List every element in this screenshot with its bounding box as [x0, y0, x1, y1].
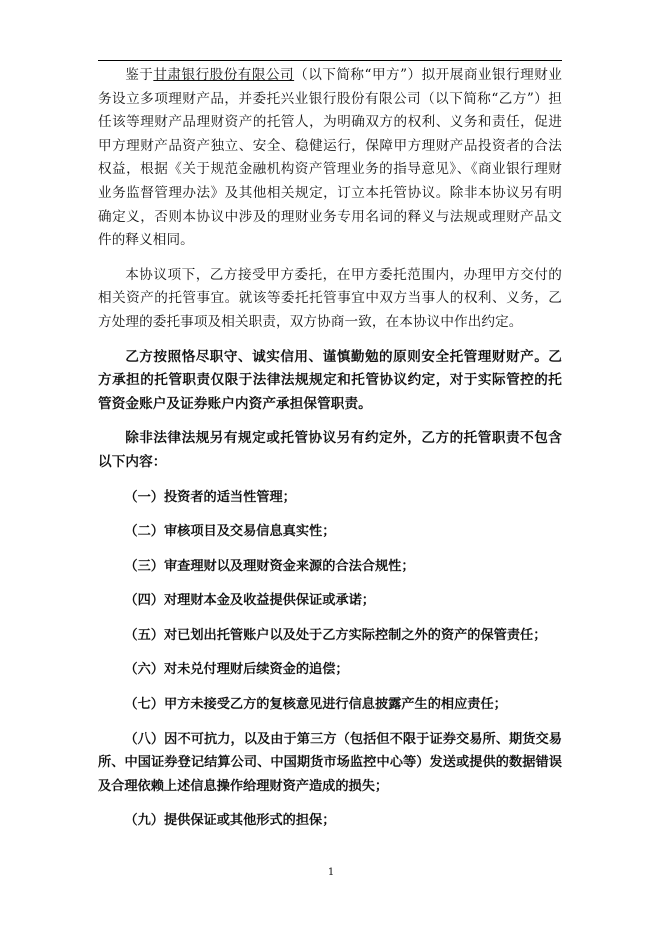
exclusion-item: （一）投资者的适当性管理； — [124, 489, 296, 505]
exclusion-item: （二）审核项目及交易信息真实性； — [124, 524, 336, 540]
header-rule — [98, 60, 562, 61]
party-a-name: 甘肃银行股份有限公司 — [153, 67, 295, 83]
exclusion-item: （五）对已划出托管账户以及处于乙方实际控制之外的资产的保管责任； — [124, 627, 547, 643]
preamble-rest: （以下简称“甲方”）拟开展商业银行理财业务设立多项理财产品，并委托兴业银行股份有限公司（以下简称“乙方”）担任该等理财产品理财资产的托管人，为明确双方的权利、义务和责任，促进甲方理财产品资产独立、安全、稳健运行，保障甲方理财产品投资者的合法权益，根据《关于规范金融机构资产管理业务的指导意见》、《商业银行理财业务监督管理办法》及其他相关规定，订立本托管协议。除非本协议另有明确定义，否则本协议中涉及的理财业务专用名词的释义与法规或理财产品文件的释义相同。 — [98, 67, 562, 249]
exclusion-item: （九）提供保证或其他形式的担保； — [124, 813, 336, 829]
document-body — [98, 64, 562, 833]
page-number: 1 — [327, 867, 335, 878]
exclusion-item: （四）对理财本金及收益提供保证或承诺； — [124, 593, 375, 609]
paragraph-preamble — [98, 64, 562, 253]
exclusion-item: （八）因不可抗力，以及由于第三方（包括但不限于证券交易所、期货交易所、中国证券登记结算公司、中国期货市场监控中心等）发送或提供的数据错误及合理依赖上述信息操作给理财资产造成的损失； — [98, 731, 562, 794]
paragraph-custody-duty: 乙方按照恪尽职守、诚实信用、谨慎勤勉的原则安全托管理财财产。乙方承担的托管职责仅限于法律法规规定和托管协议约定，对于实际管控的托管资金账户及证券账户内资产承担保管职责。 — [98, 348, 562, 412]
paragraph-scope: 本协议项下，乙方接受甲方委托，在甲方委托范围内，办理甲方交付的相关资产的托管事宜。就该等委托托管事宜中双方当事人的权利、义务，乙方处理的委托事项及相关职责，双方协商一致，在本协议中作出约定。 — [98, 266, 562, 330]
preamble-lead: 鉴于 — [125, 67, 154, 83]
exclusion-item: （六）对未兑付理财后续资金的追偿； — [124, 662, 349, 678]
exclusion-item: （七）甲方未接受乙方的复核意见进行信息披露产生的相应责任； — [124, 697, 507, 713]
exclusion-item: （三）审查理财以及理财资金来源的合法合规性； — [124, 558, 415, 574]
paragraph-exclusions: 除非法律法规另有规定或托管协议另有约定外，乙方的托管职责不包含以下内容： — [98, 430, 562, 470]
